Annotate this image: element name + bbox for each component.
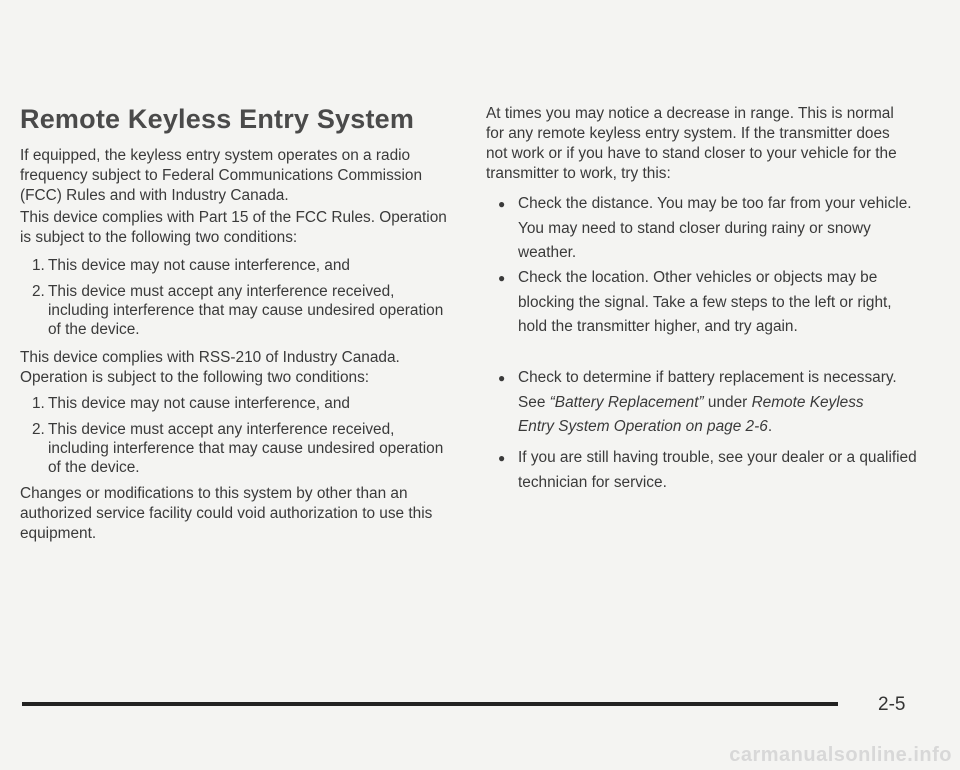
paragraph-changes: Changes or modifications to this system by other than an authorized service facility could void authorization to use this equipment. xyxy=(20,485,433,542)
bullet-icon: ● xyxy=(498,197,506,211)
cross-reference: “Battery Replacement” xyxy=(549,393,704,411)
bullet-icon: ● xyxy=(498,371,506,385)
bullet-text-part: under xyxy=(703,393,752,411)
paragraph-fcc: This device complies with Part 15 of the FCC Rules. Operation is subject to the following two conditions: xyxy=(20,209,447,246)
list-item xyxy=(20,420,460,477)
list-number: 1. xyxy=(32,257,45,274)
list-text: This device may not cause interference, and xyxy=(48,257,350,274)
list-text: This device may not cause interference, and xyxy=(48,395,350,412)
bullet-text: Check the location. Other vehicles or objects may be blocking the signal. Take a few steps to the left or right, hold the transmitter higher, and try again. xyxy=(518,269,892,335)
list-number: 2. xyxy=(32,283,45,300)
bullet-text-part: Check to determine if battery replacement is necessary. See xyxy=(518,369,897,411)
bullet-text: If you are still having trouble, see your dealer or a qualified technician for service. xyxy=(518,449,917,491)
watermark: carmanualsonline.info xyxy=(729,744,952,766)
list-item xyxy=(20,394,460,413)
bullet-item xyxy=(486,192,926,266)
paragraph-rss: This device complies with RSS-210 of Industry Canada. Operation is subject to the following two conditions: xyxy=(20,349,400,386)
bullet-icon: ● xyxy=(498,271,506,285)
page-number: 2-5 xyxy=(878,694,906,715)
list-text: This device must accept any interference received, including interference that may cause undesired operation of the device. xyxy=(48,421,444,476)
bullet-text-part: . xyxy=(767,418,773,435)
bullet-item xyxy=(486,366,926,440)
bullet-icon: ● xyxy=(498,451,506,465)
footer-rule xyxy=(22,702,838,706)
paragraph-range: At times you may notice a decrease in range. This is normal for any remote keyless entry system. If the transmitter does not work or if you have to stand closer to your vehicle for the transmitter to work, try this: xyxy=(486,105,897,182)
bullet-text: Check the distance. You may be too far from your vehicle. You may need to stand closer during rainy or snowy weather. xyxy=(518,195,912,261)
list-item xyxy=(20,282,460,339)
list-number: 2. xyxy=(32,421,45,438)
bullet-item xyxy=(486,266,926,340)
bullet-item xyxy=(486,446,926,495)
bullet-text xyxy=(518,366,898,440)
list-item xyxy=(20,256,460,275)
list-text: This device must accept any interference received, including interference that may cause undesired operation of the device. xyxy=(48,283,444,338)
paragraph-intro: If equipped, the keyless entry system operates on a radio frequency subject to Federal Communications Commission (FCC) Rules and with Industry Canada. xyxy=(20,147,423,204)
page-title: Remote Keyless Entry System xyxy=(20,104,415,134)
list-number: 1. xyxy=(32,395,45,412)
cross-reference: Remote Keyless Entry System Operation on page 2-6 xyxy=(518,393,864,435)
